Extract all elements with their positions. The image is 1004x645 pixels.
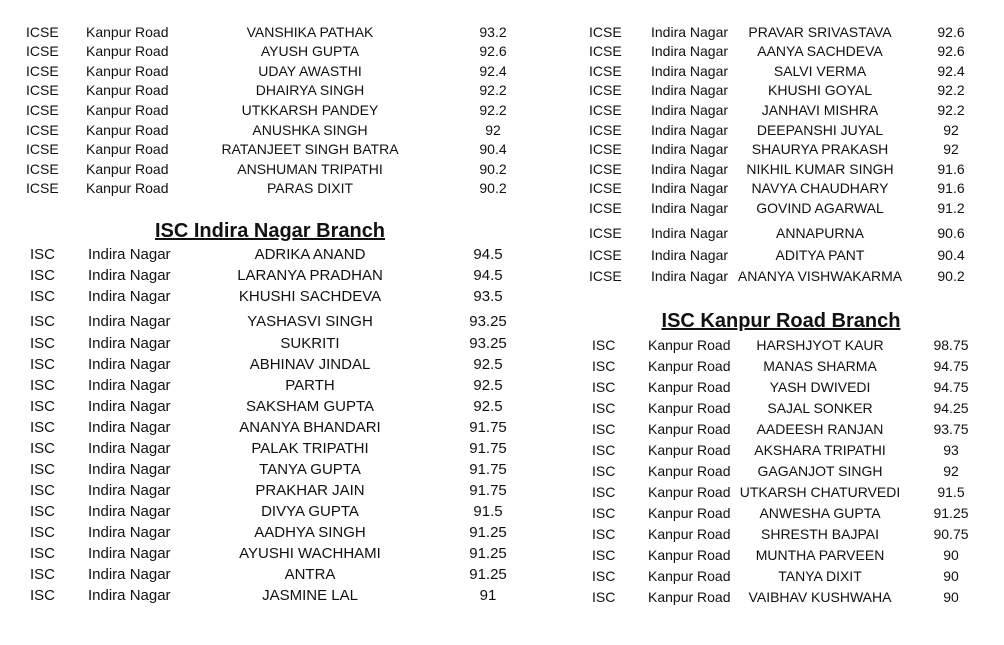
course-cell: ISC bbox=[592, 358, 616, 374]
course-cell: ICSE bbox=[26, 141, 59, 157]
branch-cell: Kanpur Road bbox=[86, 63, 169, 79]
course-cell: ICSE bbox=[26, 180, 59, 196]
branch-cell: Indira Nagar bbox=[651, 200, 729, 216]
course-cell: ICSE bbox=[26, 102, 59, 118]
course-cell: ISC bbox=[30, 377, 56, 394]
student-name-cell: ADITYA PANT bbox=[775, 247, 865, 263]
branch-cell: Indira Nagar bbox=[651, 268, 729, 284]
table-row bbox=[0, 356, 1004, 376]
score-cell: 90.6 bbox=[937, 225, 965, 241]
course-cell: ICSE bbox=[589, 268, 622, 284]
branch-cell: Indira Nagar bbox=[651, 225, 729, 241]
branch-cell: Kanpur Road bbox=[86, 141, 169, 157]
student-name-cell: ABHINAV JINDAL bbox=[249, 356, 371, 373]
branch-cell: Indira Nagar bbox=[88, 419, 171, 436]
student-name-cell: PARAS DIXIT bbox=[266, 180, 354, 196]
score-cell: 90.2 bbox=[479, 180, 507, 196]
branch-cell: Kanpur Road bbox=[86, 24, 169, 40]
branch-cell: Kanpur Road bbox=[648, 442, 731, 458]
branch-cell: Indira Nagar bbox=[88, 267, 171, 284]
table-row bbox=[0, 178, 1004, 198]
course-cell: ICSE bbox=[589, 180, 622, 196]
score-cell: 92.6 bbox=[937, 24, 965, 40]
course-cell: ISC bbox=[30, 335, 56, 352]
course-cell: ICSE bbox=[26, 161, 59, 177]
heading-isc-kanpur-road: ISC Kanpur Road Branch bbox=[661, 310, 901, 332]
table-row bbox=[0, 398, 1004, 418]
branch-cell: Kanpur Road bbox=[648, 568, 731, 584]
table-row bbox=[0, 419, 1004, 439]
course-cell: ICSE bbox=[589, 43, 622, 59]
student-name-cell: AADHYA SINGH bbox=[254, 524, 366, 541]
score-cell: 92.5 bbox=[473, 356, 503, 373]
course-cell: ISC bbox=[592, 442, 616, 458]
score-cell: 90.2 bbox=[937, 268, 965, 284]
student-name-cell: ANNAPURNA bbox=[776, 225, 864, 241]
student-name-cell: TANYA GUPTA bbox=[259, 461, 361, 478]
score-cell: 91.75 bbox=[469, 440, 507, 457]
branch-cell: Kanpur Road bbox=[648, 337, 731, 353]
branch-cell: Kanpur Road bbox=[648, 484, 731, 500]
score-cell: 91.75 bbox=[469, 482, 507, 499]
student-name-cell: SHRESTH BAJPAI bbox=[761, 526, 879, 542]
branch-cell: Kanpur Road bbox=[86, 82, 169, 98]
branch-cell: Indira Nagar bbox=[88, 587, 171, 604]
student-name-cell: RATANJEET SINGH BATRA bbox=[221, 141, 399, 157]
branch-cell: Kanpur Road bbox=[648, 400, 731, 416]
course-cell: ISC bbox=[30, 398, 56, 415]
score-cell: 91.5 bbox=[473, 503, 503, 520]
branch-cell: Kanpur Road bbox=[648, 379, 731, 395]
score-cell: 94.25 bbox=[933, 400, 969, 416]
student-name-cell: ANWESHA GUPTA bbox=[759, 505, 881, 521]
table-row bbox=[0, 266, 1004, 286]
course-cell: ISC bbox=[30, 524, 56, 541]
score-cell: 94.75 bbox=[933, 379, 969, 395]
course-cell: ICSE bbox=[589, 82, 622, 98]
branch-cell: Indira Nagar bbox=[88, 313, 171, 330]
table-row bbox=[0, 120, 1004, 140]
course-cell: ISC bbox=[30, 440, 56, 457]
student-name-cell: KHUSHI SACHDEVA bbox=[238, 288, 382, 305]
student-name-cell: LARANYA PRADHAN bbox=[237, 267, 383, 284]
student-name-cell: GAGANJOT SINGH bbox=[757, 463, 883, 479]
score-cell: 91.75 bbox=[469, 419, 507, 436]
student-name-cell: AKSHARA TRIPATHI bbox=[754, 442, 886, 458]
course-cell: ISC bbox=[30, 545, 56, 562]
score-cell: 91.25 bbox=[469, 566, 507, 583]
heading-isc-indira-nagar: ISC Indira Nagar Branch bbox=[154, 220, 386, 242]
student-name-cell: JANHAVI MISHRA bbox=[761, 102, 879, 118]
course-cell: ISC bbox=[592, 379, 616, 395]
course-cell: ISC bbox=[30, 461, 56, 478]
score-cell: 92.2 bbox=[479, 82, 507, 98]
score-cell: 92.5 bbox=[473, 377, 503, 394]
table-row bbox=[0, 100, 1004, 120]
branch-cell: Kanpur Road bbox=[648, 547, 731, 563]
score-cell: 92.2 bbox=[479, 102, 507, 118]
course-cell: ICSE bbox=[26, 63, 59, 79]
course-cell: ISC bbox=[30, 246, 56, 263]
student-name-cell: PARTH bbox=[285, 377, 335, 394]
student-name-cell: KHUSHI GOYAL bbox=[768, 82, 872, 98]
score-cell: 92 bbox=[485, 122, 501, 138]
student-name-cell: UTKKARSH PANDEY bbox=[241, 102, 379, 118]
course-cell: ICSE bbox=[589, 200, 622, 216]
course-cell: ISC bbox=[30, 482, 56, 499]
branch-cell: Indira Nagar bbox=[88, 356, 171, 373]
score-cell: 90.4 bbox=[479, 141, 507, 157]
branch-cell: Kanpur Road bbox=[648, 358, 731, 374]
student-name-cell: YASHASVI SINGH bbox=[247, 313, 373, 330]
table-row bbox=[0, 198, 1004, 218]
table-row bbox=[0, 61, 1004, 81]
score-cell: 90.4 bbox=[937, 247, 965, 263]
branch-cell: Indira Nagar bbox=[651, 180, 729, 196]
student-name-cell: MANAS SHARMA bbox=[763, 358, 877, 374]
branch-cell: Indira Nagar bbox=[651, 102, 729, 118]
student-name-cell: NAVYA CHAUDHARY bbox=[751, 180, 889, 196]
branch-cell: Indira Nagar bbox=[88, 545, 171, 562]
table-row bbox=[0, 287, 1004, 307]
score-cell: 91.25 bbox=[469, 524, 507, 541]
student-name-cell: DHAIRYA SINGH bbox=[255, 82, 365, 98]
student-name-cell: ANANYA VISHWAKARMA bbox=[737, 268, 903, 284]
course-cell: ICSE bbox=[589, 24, 622, 40]
course-cell: ISC bbox=[30, 503, 56, 520]
table-row bbox=[0, 80, 1004, 100]
course-cell: ISC bbox=[592, 568, 616, 584]
branch-cell: Kanpur Road bbox=[86, 43, 169, 59]
course-cell: ISC bbox=[30, 419, 56, 436]
student-name-cell: SALVI VERMA bbox=[773, 63, 867, 79]
student-name-cell: ANTRA bbox=[284, 566, 336, 583]
course-cell: ICSE bbox=[589, 102, 622, 118]
course-cell: ICSE bbox=[26, 82, 59, 98]
branch-cell: Indira Nagar bbox=[651, 24, 729, 40]
table-row bbox=[0, 223, 1004, 243]
student-name-cell: GOVIND AGARWAL bbox=[756, 200, 884, 216]
score-cell: 92 bbox=[943, 141, 959, 157]
score-cell: 91.5 bbox=[937, 484, 965, 500]
student-name-cell: AYUSHI WACHHAMI bbox=[239, 545, 381, 562]
score-cell: 92.5 bbox=[473, 398, 503, 415]
student-name-cell: TANYA DIXIT bbox=[778, 568, 862, 584]
course-cell: ISC bbox=[592, 463, 616, 479]
table-row bbox=[0, 566, 1004, 586]
table-row bbox=[0, 503, 1004, 523]
score-cell: 91.25 bbox=[933, 505, 969, 521]
student-name-cell: UTKARSH CHATURVEDI bbox=[739, 484, 901, 500]
score-cell: 93.5 bbox=[473, 288, 503, 305]
score-cell: 92.6 bbox=[479, 43, 507, 59]
course-cell: ISC bbox=[592, 505, 616, 521]
student-name-cell: VAIBHAV KUSHWAHA bbox=[748, 589, 892, 605]
branch-cell: Indira Nagar bbox=[651, 82, 729, 98]
student-name-cell: NIKHIL KUMAR SINGH bbox=[746, 161, 894, 177]
table-row bbox=[0, 461, 1004, 481]
table-row bbox=[0, 545, 1004, 565]
branch-cell: Indira Nagar bbox=[651, 63, 729, 79]
score-cell: 94.5 bbox=[473, 246, 503, 263]
score-cell: 92 bbox=[943, 122, 959, 138]
course-cell: ICSE bbox=[26, 24, 59, 40]
student-name-cell: ANUSHKA SINGH bbox=[252, 122, 368, 138]
course-cell: ISC bbox=[592, 400, 616, 416]
score-cell: 93.75 bbox=[933, 421, 969, 437]
branch-cell: Indira Nagar bbox=[651, 141, 729, 157]
table-row bbox=[0, 245, 1004, 265]
score-cell: 91.6 bbox=[937, 180, 965, 196]
course-cell: ISC bbox=[30, 313, 56, 330]
student-name-cell: DIVYA GUPTA bbox=[261, 503, 359, 520]
student-name-cell: HARSHJYOT KAUR bbox=[756, 337, 884, 353]
student-name-cell: PRAKHAR JAIN bbox=[255, 482, 365, 499]
student-name-cell: AADEESH RANJAN bbox=[756, 421, 884, 437]
branch-cell: Kanpur Road bbox=[648, 421, 731, 437]
branch-cell: Indira Nagar bbox=[88, 461, 171, 478]
score-cell: 90.2 bbox=[479, 161, 507, 177]
course-cell: ISC bbox=[30, 566, 56, 583]
branch-cell: Kanpur Road bbox=[648, 526, 731, 542]
score-cell: 92 bbox=[943, 463, 959, 479]
score-cell: 91.2 bbox=[937, 200, 965, 216]
branch-cell: Indira Nagar bbox=[651, 161, 729, 177]
course-cell: ISC bbox=[30, 587, 56, 604]
course-cell: ISC bbox=[592, 484, 616, 500]
course-cell: ICSE bbox=[589, 161, 622, 177]
student-name-cell: JASMINE LAL bbox=[262, 587, 358, 604]
table-row bbox=[0, 159, 1004, 179]
table-row bbox=[0, 139, 1004, 159]
course-cell: ISC bbox=[592, 589, 616, 605]
student-name-cell: PRAVAR SRIVASTAVA bbox=[748, 24, 892, 40]
branch-cell: Indira Nagar bbox=[88, 482, 171, 499]
course-cell: ISC bbox=[592, 526, 616, 542]
student-name-cell: ADRIKA ANAND bbox=[254, 246, 366, 263]
branch-cell: Kanpur Road bbox=[648, 463, 731, 479]
table-row bbox=[0, 312, 1004, 332]
student-name-cell: SHAURYA PRAKASH bbox=[751, 141, 889, 157]
student-name-cell: MUNTHA PARVEEN bbox=[755, 547, 885, 563]
branch-cell: Indira Nagar bbox=[88, 335, 171, 352]
table-row bbox=[0, 377, 1004, 397]
branch-cell: Indira Nagar bbox=[88, 377, 171, 394]
branch-cell: Kanpur Road bbox=[648, 505, 731, 521]
score-cell: 94.75 bbox=[933, 358, 969, 374]
score-cell: 91.6 bbox=[937, 161, 965, 177]
student-name-cell: ANSHUMAN TRIPATHI bbox=[237, 161, 383, 177]
branch-cell: Indira Nagar bbox=[88, 440, 171, 457]
course-cell: ICSE bbox=[26, 43, 59, 59]
table-row bbox=[0, 524, 1004, 544]
score-cell: 93 bbox=[943, 442, 959, 458]
student-name-cell: SAJAL SONKER bbox=[767, 400, 873, 416]
score-cell: 93.25 bbox=[469, 335, 507, 352]
student-name-cell: YASH DWIVEDI bbox=[769, 379, 871, 395]
score-cell: 91 bbox=[479, 587, 497, 604]
branch-cell: Kanpur Road bbox=[86, 102, 169, 118]
table-row bbox=[0, 482, 1004, 502]
course-cell: ICSE bbox=[589, 63, 622, 79]
score-cell: 90.75 bbox=[933, 526, 969, 542]
score-cell: 92.2 bbox=[937, 82, 965, 98]
score-cell: 91.25 bbox=[469, 545, 507, 562]
course-cell: ISC bbox=[592, 421, 616, 437]
branch-cell: Indira Nagar bbox=[651, 122, 729, 138]
student-name-cell: VANSHIKA PATHAK bbox=[246, 24, 374, 40]
course-cell: ISC bbox=[30, 288, 56, 305]
score-cell: 90 bbox=[943, 568, 959, 584]
score-cell: 93.2 bbox=[479, 24, 507, 40]
branch-cell: Indira Nagar bbox=[651, 247, 729, 263]
score-cell: 92.4 bbox=[479, 63, 507, 79]
table-row bbox=[0, 41, 1004, 61]
course-cell: ISC bbox=[592, 337, 616, 353]
branch-cell: Indira Nagar bbox=[88, 566, 171, 583]
course-cell: ISC bbox=[30, 356, 56, 373]
course-cell: ICSE bbox=[589, 122, 622, 138]
course-cell: ISC bbox=[592, 547, 616, 563]
branch-cell: Kanpur Road bbox=[86, 161, 169, 177]
student-name-cell: AANYA SACHDEVA bbox=[757, 43, 883, 59]
student-name-cell: SAKSHAM GUPTA bbox=[245, 398, 375, 415]
score-cell: 90 bbox=[943, 589, 959, 605]
branch-cell: Indira Nagar bbox=[651, 43, 729, 59]
score-cell: 92.2 bbox=[937, 102, 965, 118]
student-name-cell: ANANYA BHANDARI bbox=[239, 419, 381, 436]
course-cell: ICSE bbox=[589, 141, 622, 157]
student-name-cell: UDAY AWASTHI bbox=[258, 63, 362, 79]
score-cell: 90 bbox=[943, 547, 959, 563]
branch-cell: Kanpur Road bbox=[648, 589, 731, 605]
student-name-cell: DEEPANSHI JUYAL bbox=[756, 122, 884, 138]
student-name-cell: PALAK TRIPATHI bbox=[251, 440, 369, 457]
score-cell: 92.6 bbox=[937, 43, 965, 59]
table-row bbox=[0, 22, 1004, 42]
branch-cell: Indira Nagar bbox=[88, 288, 171, 305]
branch-cell: Indira Nagar bbox=[88, 398, 171, 415]
branch-cell: Indira Nagar bbox=[88, 246, 171, 263]
score-cell: 91.75 bbox=[469, 461, 507, 478]
course-cell: ICSE bbox=[26, 122, 59, 138]
table-row bbox=[0, 587, 1004, 607]
score-cell: 93.25 bbox=[469, 313, 507, 330]
student-name-cell: AYUSH GUPTA bbox=[260, 43, 360, 59]
branch-cell: Kanpur Road bbox=[86, 122, 169, 138]
score-cell: 92.4 bbox=[937, 63, 965, 79]
branch-cell: Kanpur Road bbox=[86, 180, 169, 196]
branch-cell: Indira Nagar bbox=[88, 503, 171, 520]
score-cell: 98.75 bbox=[933, 337, 969, 353]
table-row bbox=[0, 440, 1004, 460]
student-name-cell: SUKRITI bbox=[280, 335, 340, 352]
table-row bbox=[0, 335, 1004, 355]
course-cell: ICSE bbox=[589, 225, 622, 241]
course-cell: ICSE bbox=[589, 247, 622, 263]
score-cell: 94.5 bbox=[473, 267, 503, 284]
branch-cell: Indira Nagar bbox=[88, 524, 171, 541]
course-cell: ISC bbox=[30, 267, 56, 284]
